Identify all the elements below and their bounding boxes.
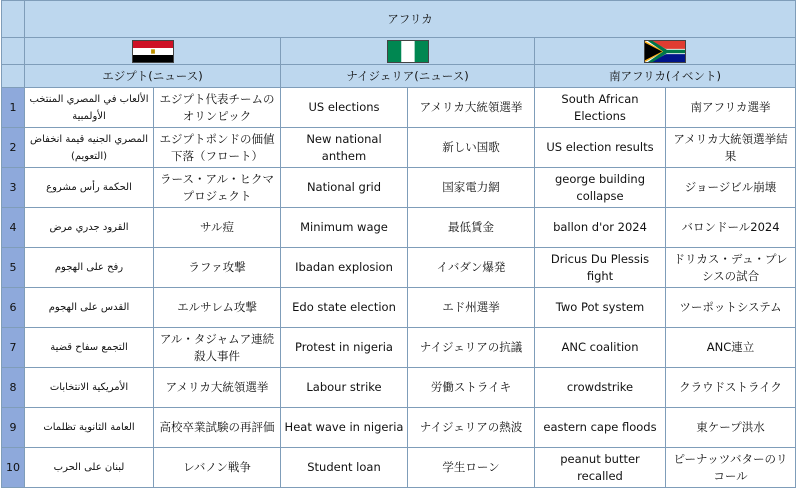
row-number[interactable]: 10 [2, 448, 25, 488]
cell-south-africa-english[interactable]: george building collapse [535, 168, 666, 208]
cell-nigeria-english[interactable]: National grid [281, 168, 408, 208]
row-number[interactable]: 6 [2, 288, 25, 328]
cell-south-africa-japanese[interactable]: クラウドストライク [666, 368, 796, 408]
nigeria-flag-cell[interactable] [281, 38, 535, 65]
cell-south-africa-english[interactable]: ANC coalition [535, 328, 666, 368]
cell-egypt-arabic[interactable]: القرود جدري مرض [25, 208, 154, 248]
cell-nigeria-english[interactable]: Labour strike [281, 368, 408, 408]
cell-nigeria-japanese[interactable]: 労働ストライキ [408, 368, 535, 408]
cell-egypt-japanese[interactable]: エルサレム攻撃 [154, 288, 281, 328]
cell-egypt-arabic[interactable]: الحكمة رأس مشروع [25, 168, 154, 208]
cell-south-africa-japanese[interactable]: バロンドール2024 [666, 208, 796, 248]
cell-egypt-arabic[interactable]: رفح على الهجوم [25, 248, 154, 288]
cell-south-africa-japanese[interactable]: ピーナッツバターのリコール [666, 448, 796, 488]
table-row [2, 208, 796, 248]
cell-nigeria-japanese[interactable]: ナイジェリアの抗議 [408, 328, 535, 368]
cell-nigeria-english[interactable]: Protest in nigeria [281, 328, 408, 368]
cell-egypt-arabic[interactable]: التجمع سفاح قضية [25, 328, 154, 368]
cell-south-africa-english[interactable]: crowdstrike [535, 368, 666, 408]
cell-nigeria-japanese[interactable]: エド州選挙 [408, 288, 535, 328]
column-header-egypt[interactable]: エジプト(ニュース) [25, 65, 281, 88]
cell-nigeria-english[interactable]: New national anthem [281, 128, 408, 168]
row-number[interactable]: 5 [2, 248, 25, 288]
cell-south-africa-japanese[interactable]: 東ケープ洪水 [666, 408, 796, 448]
cell-egypt-arabic[interactable]: لبنان على الحرب [25, 448, 154, 488]
cell-south-africa-japanese[interactable]: ドリカス・デュ・プレシスの試合 [666, 248, 796, 288]
cell-south-africa-english[interactable]: US election results [535, 128, 666, 168]
nigeria-flag-icon [387, 40, 429, 63]
row-number[interactable]: 9 [2, 408, 25, 448]
cell-south-africa-japanese[interactable]: ジョージビル崩壊 [666, 168, 796, 208]
row-number[interactable]: 8 [2, 368, 25, 408]
cell-south-africa-english[interactable]: South African Elections [535, 88, 666, 128]
cell-nigeria-english[interactable]: Edo state election [281, 288, 408, 328]
cell-egypt-japanese[interactable]: アル・タジャムア連続殺人事件 [154, 328, 281, 368]
cell-south-africa-english[interactable]: eastern cape floods [535, 408, 666, 448]
cell-south-africa-japanese[interactable]: ANC連立 [666, 328, 796, 368]
cell-nigeria-japanese[interactable]: イバダン爆発 [408, 248, 535, 288]
cell-nigeria-japanese[interactable]: 最低賃金 [408, 208, 535, 248]
flag-row [2, 38, 796, 65]
cell-egypt-japanese[interactable]: エジプト代表チームのオリンピック [154, 88, 281, 128]
column-header-south-africa[interactable]: 南アフリカ(イベント) [535, 65, 796, 88]
row-number[interactable]: 2 [2, 128, 25, 168]
cell-egypt-japanese[interactable]: レバノン戦争 [154, 448, 281, 488]
country-label-row [2, 65, 796, 88]
table-title[interactable]: アフリカ [25, 1, 796, 38]
cell-nigeria-japanese[interactable]: 国家電力網 [408, 168, 535, 208]
south-africa-flag-cell[interactable] [535, 38, 796, 65]
cell-egypt-japanese[interactable]: 高校卒業試験の再評価 [154, 408, 281, 448]
south-africa-flag-icon [644, 40, 686, 63]
table-row [2, 328, 796, 368]
cell-egypt-japanese[interactable]: エジプトポンドの価値下落（フロート） [154, 128, 281, 168]
cell-egypt-japanese[interactable]: サル痘 [154, 208, 281, 248]
cell-egypt-arabic[interactable]: العامة الثانوية تظلمات [25, 408, 154, 448]
cell-nigeria-japanese[interactable]: アメリカ大統領選挙 [408, 88, 535, 128]
cell-south-africa-english[interactable]: Two Pot system [535, 288, 666, 328]
cell-nigeria-english[interactable]: Student loan [281, 448, 408, 488]
cell-egypt-japanese[interactable]: ラファ攻撃 [154, 248, 281, 288]
table-row [2, 248, 796, 288]
cell-south-africa-english[interactable]: peanut butter recalled [535, 448, 666, 488]
column-header-nigeria[interactable]: ナイジェリア(ニュース) [281, 65, 535, 88]
table-row [2, 128, 796, 168]
egypt-flag-cell[interactable] [25, 38, 281, 65]
corner-cell[interactable] [2, 1, 25, 38]
table-row [2, 408, 796, 448]
row-number[interactable]: 7 [2, 328, 25, 368]
cell-nigeria-english[interactable]: US elections [281, 88, 408, 128]
trends-table [1, 0, 796, 488]
cell-south-africa-english[interactable]: Dricus Du Plessis fight [535, 248, 666, 288]
egypt-flag-icon [132, 40, 174, 63]
cell-nigeria-english[interactable]: Minimum wage [281, 208, 408, 248]
cell-south-africa-japanese[interactable]: ツーポットシステム [666, 288, 796, 328]
table-body [2, 1, 796, 488]
table-row [2, 368, 796, 408]
cell-nigeria-japanese[interactable]: 新しい国歌 [408, 128, 535, 168]
row-number[interactable]: 4 [2, 208, 25, 248]
title-row [2, 1, 796, 38]
table-row [2, 168, 796, 208]
cell-nigeria-japanese[interactable]: ナイジェリアの熱波 [408, 408, 535, 448]
cell-south-africa-english[interactable]: ballon d'or 2024 [535, 208, 666, 248]
corner-cell[interactable] [2, 38, 25, 65]
cell-nigeria-japanese[interactable]: 学生ローン [408, 448, 535, 488]
table-row [2, 88, 796, 128]
corner-cell[interactable] [2, 65, 25, 88]
row-number[interactable]: 1 [2, 88, 25, 128]
cell-egypt-japanese[interactable]: アメリカ大統領選挙 [154, 368, 281, 408]
table-row [2, 448, 796, 488]
cell-egypt-arabic[interactable]: المصري الجنيه قيمة انخفاض (التعويم) [25, 128, 154, 168]
cell-egypt-arabic[interactable]: الألعاب في المصري المنتخب الأولمبية [25, 88, 154, 128]
cell-nigeria-english[interactable]: Ibadan explosion [281, 248, 408, 288]
cell-south-africa-japanese[interactable]: 南アフリカ選挙 [666, 88, 796, 128]
row-number[interactable]: 3 [2, 168, 25, 208]
cell-egypt-arabic[interactable]: القدس على الهجوم [25, 288, 154, 328]
table-row [2, 288, 796, 328]
cell-south-africa-japanese[interactable]: アメリカ大統領選挙結果 [666, 128, 796, 168]
cell-egypt-japanese[interactable]: ラース・アル・ヒクマプロジェクト [154, 168, 281, 208]
cell-nigeria-english[interactable]: Heat wave in nigeria [281, 408, 408, 448]
cell-egypt-arabic[interactable]: الأمريكية الانتخابات [25, 368, 154, 408]
